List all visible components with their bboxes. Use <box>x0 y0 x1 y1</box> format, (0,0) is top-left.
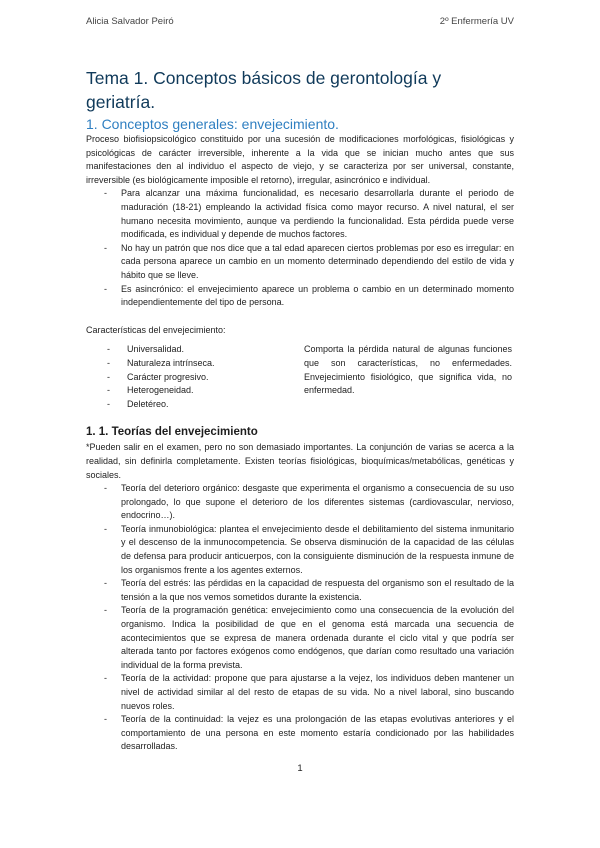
page-header <box>86 16 514 30</box>
section-1-bullets <box>86 187 514 309</box>
list-item: - Carácter progresivo. <box>127 371 297 385</box>
document-title: Tema 1. Conceptos básicos de gerontología y geriatría. <box>86 68 442 112</box>
theories-list <box>86 482 514 754</box>
list-item: - Teoría de la programación genética: envejecimiento como una consecuencia de la evolución del organismo. Indica la posibilidad de que en el genoma está marcada una secuencia de acontecimientos que se expresa de manera ordenada durante el ciclo vital y que podría ser alterada tanto por factores exógenos como endógenos, que darían como resultado una variación individual de la forma prevista. <box>121 604 514 672</box>
list-item: - Teoría de la actividad: propone que para ajustarse a la vejez, los individuos deben mantener un nivel de actividad similar al del resto de etapas de su vida. No a nivel laboral, sino buscando nuevos roles. <box>121 672 514 713</box>
list-item: - Teoría inmunobiológica: plantea el envejecimiento desde el debilitamiento del sistema inmunitario y el descenso de la inmunocompetencia. Se observa disminución de la capacidad de las células de defensa para producir anticuerpos, con la consiguiente disminución de la respuesta inmune de los organismos frente a los agentes externos. <box>121 523 514 577</box>
header-author: Alicia Salvador Peiró <box>86 16 174 27</box>
page-number: 1 <box>297 763 303 774</box>
characteristics-list <box>86 343 297 411</box>
list-item: - Naturaleza intrínseca. <box>127 357 297 371</box>
list-item: - Heterogeneidad. <box>127 384 297 398</box>
section-1-1-intro: *Pueden salir en el examen, pero no son demasiado importantes. La conjunción de varias se acerca a la realidad, sin definirla completamente. Existen teorías fisiológicas, bioquímicas/metabólicas, genéticas y sociales. <box>86 442 514 480</box>
characteristics-label: Características del envejecimiento: <box>86 324 226 335</box>
section-1-1-heading: 1. 1. Teorías del envejecimiento <box>86 426 258 439</box>
list-item: - Teoría del deterioro orgánico: desgaste que experimenta el organismo a consecuencia de su uso prolongado, lo que supone el deterioro de los diferentes sistemas (cardiovascular, nervioso, endocrino…). <box>121 482 514 523</box>
section-1-intro: Proceso biofisiopsicológico constituido por una sucesión de modificaciones morfológicas, fisiológicas y psicológicas de carácter irreversible, inherente a la vida que se inician mucho antes que sus manifestaciones den al individuo el aspecto de viejo, y se caracteriza por ser universal, constante, irreversible (es biológicamente imposible el retorno), irregular, asincrónico e individual. <box>86 134 514 185</box>
characteristics-note: Comporta la pérdida natural de algunas funciones que son características, no enfermedades. Envejecimiento fisiológico, que significa vida, no enfermedad. <box>304 344 512 396</box>
header-course: 2º Enfermería UV <box>439 16 514 27</box>
list-item: - Es asincrónico: el envejecimiento aparece un problema o cambio en un determinado momento independientemente del tipo de persona. <box>121 283 514 310</box>
list-item: - Universalidad. <box>127 343 297 357</box>
list-item: - Teoría del estrés: las pérdidas en la capacidad de respuesta del organismo son el resultado de la tensión a la que nos vemos sometidos durante la existencia. <box>121 577 514 604</box>
list-item: - Teoría de la continuidad: la vejez es una prolongación de las etapas evolutivas anteriores y el comportamiento de una persona en este momento estaría condicionado por las habilidades desarrolladas. <box>121 713 514 754</box>
characteristics-block <box>86 343 514 411</box>
list-item: - Para alcanzar una máxima funcionalidad, es necesario desarrollarla durante el periodo de maduración (18-21) empleando la actividad física como mayor recurso. A nivel natural, el ser humano necesita movimiento, aunque va perdiendo la funcionalidad. Esta pérdida puede verse modificada, es individual y depende de muchos factores. <box>121 187 514 241</box>
list-item: - No hay un patrón que nos dice que a tal edad aparecen ciertos problemas por eso es irregular: en cada persona aparece un cambio en un momento determinado dependiendo del estilo de vida y hábito que se lleve. <box>121 242 514 283</box>
list-item: - Deletéreo. <box>127 398 297 412</box>
section-1-heading: 1. Conceptos generales: envejecimiento. <box>86 116 339 132</box>
document-body <box>86 66 514 754</box>
